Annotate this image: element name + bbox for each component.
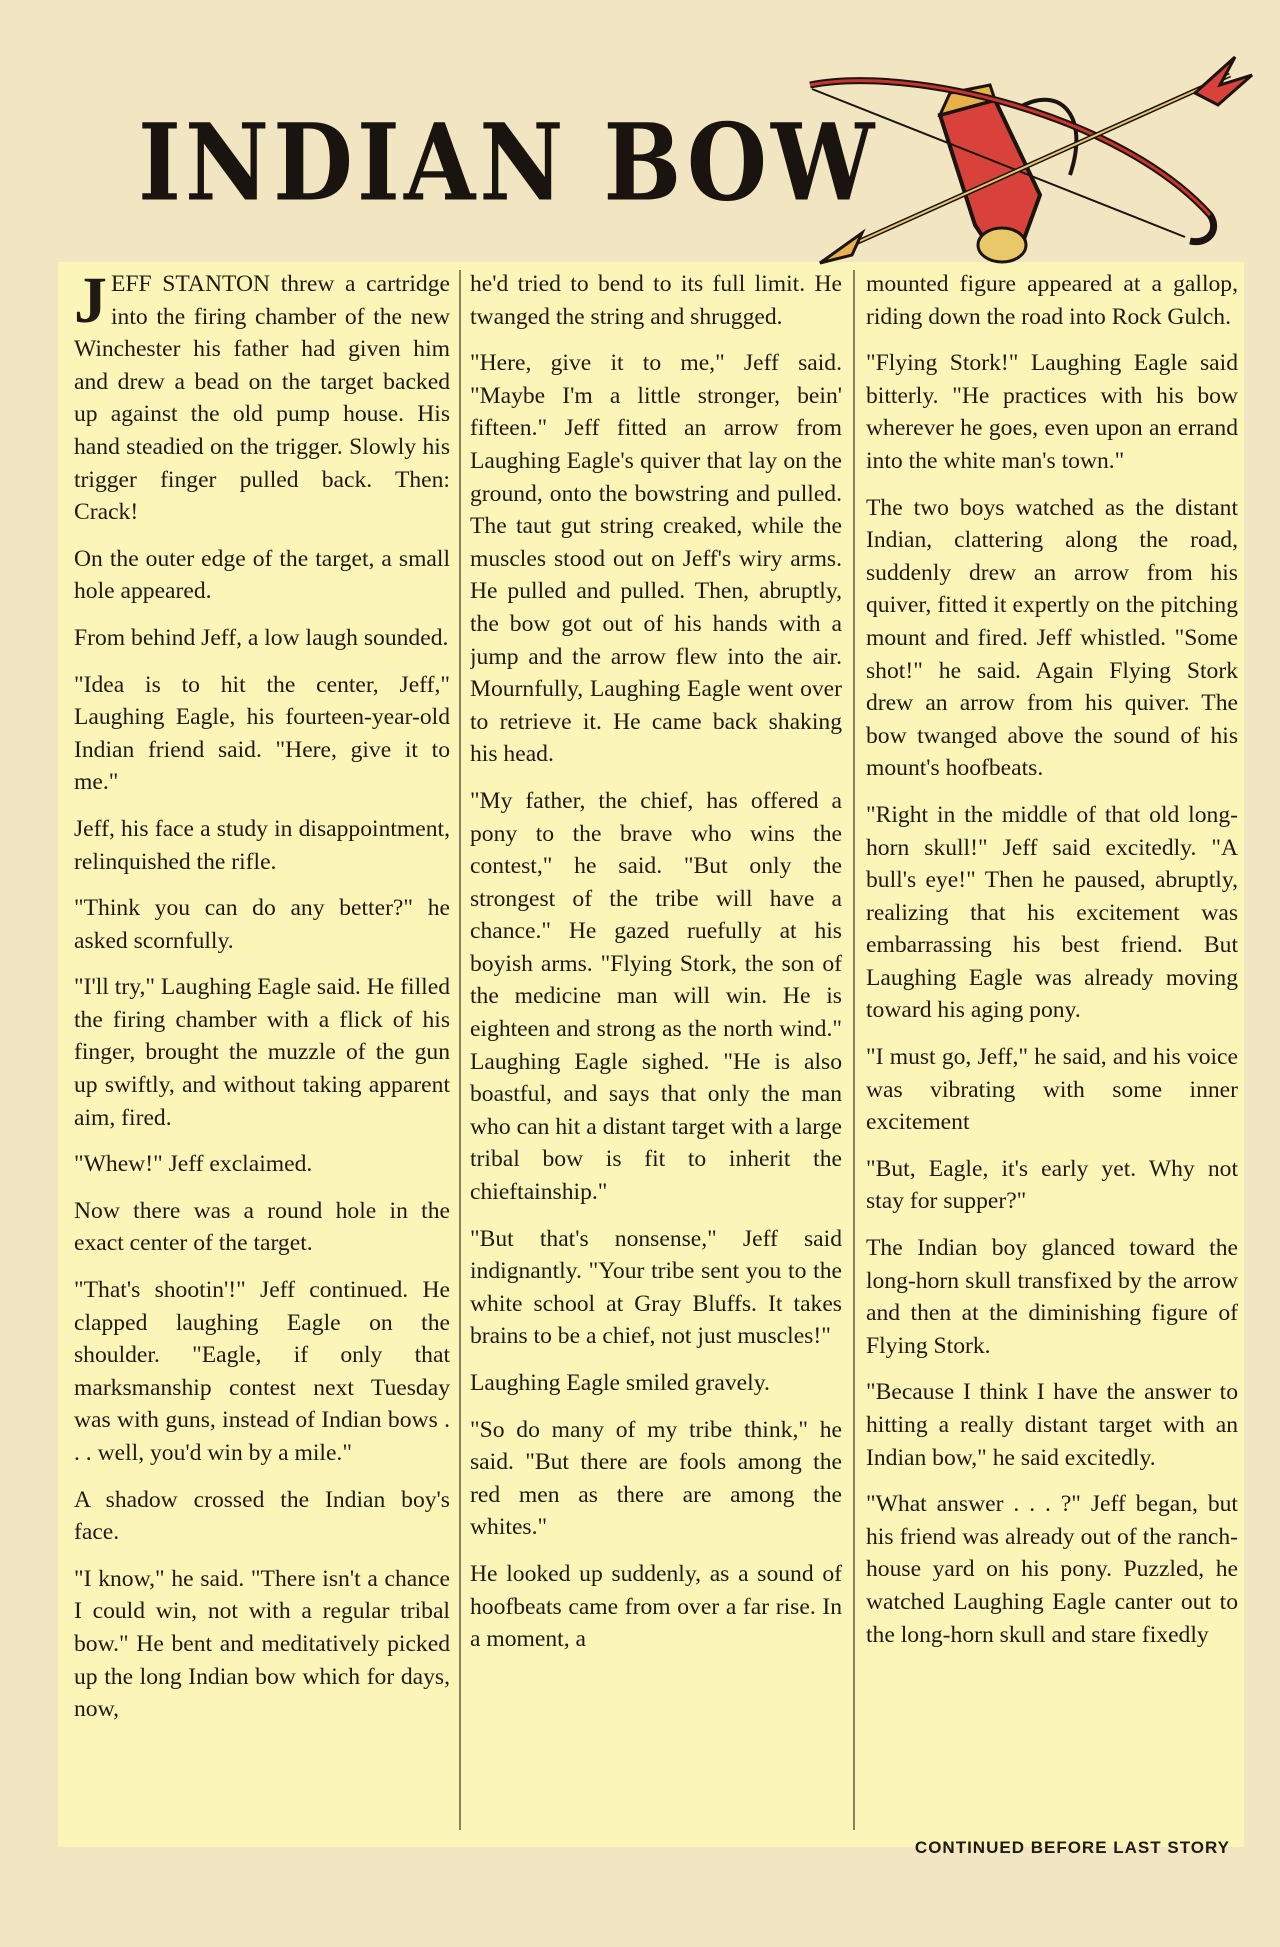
paragraph: "My father, the chief, has offered a pony to the brave who wins the contest," he said. "But only the strongest of the tribe will have a chance." He gazed ruefully at his boyish arms. "Flying Stork, the son of the medicine man will win. He is eighteen and strong as the north wind." Laughing Eagle sighed. "He is also boastful, and says that only the man who can hit a distant target with a large tribal bow is fit to inherit the chieftainship." [470,787,842,1206]
paragraph: "But that's nonsense," Jeff said indignantly. "Your tribe sent you to the white school at Gray Bluffs. It takes brains to be a chief, not just muscles!" [470,1225,842,1350]
paragraph: "What answer . . . ?" Jeff began, but his friend was already out of the ranch-house yard on his pony. Puzzled, he watched Laughing Eagle canter out to the long-horn skull and stare fixedly [866,1491,1238,1648]
paragraph: A shadow crossed the Indian boy's face. [74,1486,450,1546]
text-column-1 [74,268,450,1828]
paragraph: Laughing Eagle smiled gravely. [470,1370,770,1396]
paragraph: The Indian boy glanced toward the long-horn skull transfixed by the arrow and then at the diminishing figure of Flying Stork. [866,1235,1238,1359]
arrow-icon [820,57,1252,263]
drop-cap: J [74,268,107,337]
column-divider [459,270,461,1830]
paragraph: "Flying Stork!" Laughing Eagle said bitterly. "He practices with his bow wherever he goes, even upon an errand into the white man's town." [866,350,1238,474]
paragraph: "Think you can do any better?" he asked scornfully. [74,895,450,954]
paragraph: "Here, give it to me," Jeff said. "Maybe I'm a little stronger, bein' fifteen." Jeff fitted an arrow from Laughing Eagle's quiver that lay on the ground, onto the bowstring and pulled. The taut gut string creaked, while the muscles stood out on Jeff's wiry arms. He pulled and pulled. Then, abruptly, the bow got out of his hands with a jump and the arrow flew into the air. Mournfully, Laughing Eagle went over to retrieve it. He came back shaking his head. [470,350,842,768]
paragraph: he'd tried to bend to its full limit. He twanged the string and shrugged. [470,271,842,330]
paragraph: "I'll try," Laughing Eagle said. He filled the firing chamber with a flick of his finger, brought the muzzle of the gun up swiftly, and without taking apparent aim, fired. [74,974,450,1131]
paragraph: "But, Eagle, it's early yet. Why not stay for supper?" [866,1155,1238,1215]
paragraph: "So do many of my tribe think," he said. "But there are fools among the red men as there are among the whites." [470,1416,842,1541]
paragraph: "I know," he said. "There isn't a chance I could win, not with a regular tribal bow." He bent and meditatively picked up the long Indian bow which for days, now, [74,1565,450,1723]
paragraph: Now there was a round hole in the exact center of the target. [74,1197,450,1257]
paragraph: He looked up suddenly, as a sound of hoofbeats came from over a far rise. In a moment, a [470,1560,842,1653]
paragraph: mounted figure appeared at a gallop, riding down the road into Rock Gulch. [866,271,1238,330]
paragraph: "Right in the middle of that old long-horn skull!" Jeff said excitedly. "A bull's eye!" Then he paused, abruptly, realizing that his excitement was embarrassing his best friend. But Laughing Eagle was already moving toward his aging pony. [866,801,1238,1024]
paragraph: JEFF STANTON threw a cartridge into the firing chamber of the new Winchester his father had given him and drew a bead on the target backed up against the old pump house. His hand steadied on the trigger. Slowly his trigger finger pulled back. Then: Crack! [74,268,450,526]
paragraph: "I must go, Jeff," he said, and his voice was vibrating with some inner excitement [866,1044,1238,1136]
paragraph: From behind Jeff, a low laugh sounded. [74,624,449,651]
paragraph: "Because I think I have the answer to hitting a really distant target with an Indian bow," he said excitedly. [866,1379,1238,1471]
paragraph: "Idea is to hit the center, Jeff," Laughing Eagle, his fourteen-year-old Indian friend said. "Here, give it to me." [74,671,450,796]
bow-and-quiver-illustration [790,45,1260,285]
text-column-2 [470,268,842,1828]
paragraph: "That's shootin'!" Jeff continued. He clapped laughing Eagle on the shoulder. "Eagle, if only that marksmanship contest next Tuesday was with guns, instead of Indian bows . . . well, you'd win by a mile." [74,1277,450,1466]
text-column-3 [866,268,1238,1828]
paragraph: Jeff, his face a study in disappointment, relinquished the rifle. [74,815,450,875]
paragraph: The two boys watched as the distant Indian, clattering along the road, suddenly drew an arrow from his quiver, fitted it expertly on the pitching mount and fired. Jeff whistled. "Some shot!" he said. Again Flying Stork drew an arrow from his quiver. The bow twanged above the sound of his mount's hoofbeats. [866,494,1238,782]
paragraph: "Whew!" Jeff exclaimed. [74,1151,313,1178]
story-title: INDIAN BOW [138,100,879,225]
paragraph: On the outer edge of the target, a small hole appeared. [74,545,450,605]
column-divider [853,270,855,1830]
continued-footer: CONTINUED BEFORE LAST STORY [914,1838,1230,1857]
